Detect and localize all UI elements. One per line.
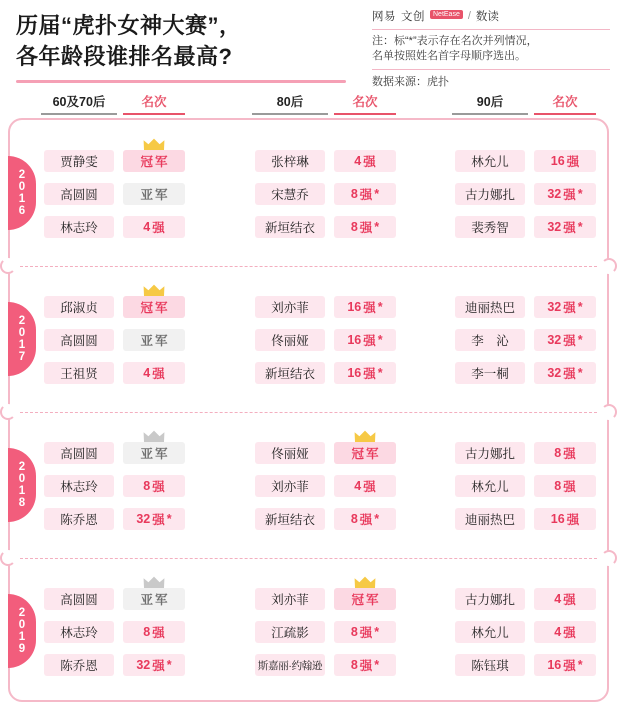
entry-name: 高圆圆 xyxy=(44,329,114,351)
rank-number: 8 xyxy=(350,220,358,234)
rank-unit: 强 xyxy=(359,221,373,235)
entry[interactable] xyxy=(455,183,596,205)
entry-rank xyxy=(334,362,396,384)
rank-unit: 强 xyxy=(363,301,376,315)
table-row xyxy=(10,412,607,558)
rank-unit: 强 xyxy=(359,626,373,640)
entry[interactable] xyxy=(255,216,396,238)
title-line-1: 历届“虎扑女神大赛”， xyxy=(16,13,242,38)
entry[interactable] xyxy=(44,362,185,384)
entry-name: 林志玲 xyxy=(44,621,114,643)
rank-number: 亚 xyxy=(140,334,153,348)
rank-number: 16 xyxy=(550,154,565,168)
entry-rank xyxy=(334,654,396,676)
year-badge-2016 xyxy=(8,156,36,230)
entry[interactable] xyxy=(455,475,596,497)
column-header-rank-2: 名次 xyxy=(534,92,596,115)
rank-unit: 强 xyxy=(563,447,576,461)
rank-unit: 强 xyxy=(359,188,373,202)
entry-name: 李一桐 xyxy=(455,362,525,384)
entry-name: 迪丽热巴 xyxy=(455,508,525,530)
brand-line xyxy=(372,8,610,27)
tie-star-icon: * xyxy=(577,333,583,347)
entry-rank xyxy=(534,362,596,384)
entry[interactable] xyxy=(455,621,596,643)
entry-rank xyxy=(334,475,396,497)
entry-name: 林允儿 xyxy=(455,621,525,643)
tie-star-icon: * xyxy=(374,187,380,201)
tie-star-icon: * xyxy=(577,300,583,314)
entry[interactable] xyxy=(44,508,185,530)
rank-unit: 强 xyxy=(152,659,165,673)
entry-name: 贾静雯 xyxy=(44,150,114,172)
source-rule xyxy=(372,69,610,70)
entry[interactable] xyxy=(455,362,596,384)
rank-unit: 军 xyxy=(155,188,168,202)
rank-unit: 强 xyxy=(152,221,165,235)
footnote-line-2: 名单按照姓名首字母顺序选出。 xyxy=(372,50,526,62)
entry-rank xyxy=(123,183,185,205)
rank-unit: 军 xyxy=(366,593,379,607)
entry-rank xyxy=(123,362,185,384)
rank-unit: 强 xyxy=(363,480,376,494)
rank-unit: 军 xyxy=(155,447,168,461)
entry-rank xyxy=(534,216,596,238)
brand-separator: / xyxy=(467,10,471,22)
entry-rank xyxy=(123,150,185,172)
rank-unit: 军 xyxy=(155,155,168,169)
entry-rank xyxy=(334,150,396,172)
crown-icon xyxy=(143,138,165,151)
rank-number: 16 xyxy=(347,300,362,314)
rank-unit: 强 xyxy=(363,155,376,169)
tie-star-icon: * xyxy=(377,300,383,314)
entry-rank xyxy=(123,654,185,676)
entry-rank xyxy=(123,442,185,464)
crown-icon xyxy=(354,430,376,443)
rank-unit: 强 xyxy=(563,480,576,494)
year-badge-2018 xyxy=(8,448,36,522)
entry-name: 陈乔恩 xyxy=(44,654,114,676)
table-row xyxy=(10,266,607,412)
tie-star-icon: * xyxy=(166,512,172,526)
entry[interactable] xyxy=(455,329,596,351)
entry-rank xyxy=(534,329,596,351)
year-label: 2018 xyxy=(16,461,28,509)
rank-unit: 军 xyxy=(155,334,168,348)
rank-unit: 强 xyxy=(359,513,373,527)
entry-rank xyxy=(334,508,396,530)
header xyxy=(0,0,617,92)
rank-number: 32 xyxy=(547,333,562,347)
entry[interactable] xyxy=(44,296,185,318)
header-right xyxy=(372,8,610,89)
entry[interactable] xyxy=(44,442,185,464)
brand-tag: NetEase xyxy=(430,10,463,19)
year-label: 2019 xyxy=(16,607,28,655)
entry[interactable] xyxy=(455,442,596,464)
rank-unit: 强 xyxy=(152,626,165,640)
entry[interactable] xyxy=(255,362,396,384)
entry[interactable] xyxy=(255,150,396,172)
rank-number: 16 xyxy=(550,512,565,526)
entry[interactable] xyxy=(455,508,596,530)
rank-number: 冠 xyxy=(140,301,153,315)
entry-rank xyxy=(534,183,596,205)
entry-rank xyxy=(334,216,396,238)
entry-rank xyxy=(334,296,396,318)
year-badge-2019 xyxy=(8,594,36,668)
footnote xyxy=(372,34,610,64)
entry-name: 新垣结衣 xyxy=(255,508,325,530)
brand-name: 网易 xyxy=(372,11,396,23)
rank-number: 8 xyxy=(554,446,562,460)
table-row xyxy=(10,558,607,704)
rank-number: 4 xyxy=(554,592,562,606)
entry[interactable] xyxy=(255,508,396,530)
entry[interactable] xyxy=(44,216,185,238)
entry-name: 陈乔恩 xyxy=(44,508,114,530)
rank-number: 32 xyxy=(547,187,562,201)
rank-number: 8 xyxy=(350,625,358,639)
entry-name: 刘亦菲 xyxy=(255,588,325,610)
entry-name: 林允儿 xyxy=(455,150,525,172)
entry-name: 林志玲 xyxy=(44,475,114,497)
rank-unit: 强 xyxy=(152,480,165,494)
rank-number: 8 xyxy=(350,187,358,201)
rank-unit: 军 xyxy=(366,447,379,461)
entry-rank xyxy=(334,183,396,205)
crown-icon xyxy=(143,284,165,297)
entry[interactable] xyxy=(455,216,596,238)
table-row xyxy=(10,120,607,266)
entry-name: 迪丽热巴 xyxy=(455,296,525,318)
entry[interactable] xyxy=(44,588,185,610)
entry-name: 古力娜扎 xyxy=(455,442,525,464)
entry-rank xyxy=(534,654,596,676)
entry-rank xyxy=(334,329,396,351)
entry[interactable] xyxy=(44,475,185,497)
entry-name: 林志玲 xyxy=(44,216,114,238)
results-table xyxy=(8,118,609,702)
rank-number: 8 xyxy=(554,479,562,493)
entry[interactable] xyxy=(255,654,396,676)
rank-number: 4 xyxy=(143,220,151,234)
entry-rank xyxy=(334,621,396,643)
entry-name: 江疏影 xyxy=(255,621,325,643)
entry[interactable] xyxy=(255,588,396,610)
tie-star-icon: * xyxy=(577,187,583,201)
entry[interactable] xyxy=(255,329,396,351)
entry-name: 高圆圆 xyxy=(44,183,114,205)
entry-name: 王祖贤 xyxy=(44,362,114,384)
entry-rank xyxy=(534,442,596,464)
entry-name: 斯嘉丽·约翰逊 xyxy=(255,654,325,676)
rank-number: 8 xyxy=(350,512,358,526)
entry-name: 佟丽娅 xyxy=(255,329,325,351)
rank-unit: 强 xyxy=(152,513,165,527)
entry[interactable] xyxy=(44,621,185,643)
rank-number: 亚 xyxy=(140,447,153,461)
rank-number: 16 xyxy=(547,658,562,672)
entry-rank xyxy=(123,329,185,351)
rank-unit: 强 xyxy=(563,367,576,381)
entry-name: 林允儿 xyxy=(455,475,525,497)
entry[interactable] xyxy=(255,442,396,464)
entry-rank xyxy=(334,442,396,464)
brand-mid: 文创 xyxy=(401,11,425,23)
entry[interactable] xyxy=(255,296,396,318)
rank-number: 4 xyxy=(354,479,362,493)
entry-rank xyxy=(534,508,596,530)
entry-rank xyxy=(534,621,596,643)
rank-unit: 强 xyxy=(563,188,576,202)
rank-number: 32 xyxy=(547,300,562,314)
entry-rank xyxy=(123,216,185,238)
year-label: 2017 xyxy=(16,315,28,363)
page-title xyxy=(16,10,346,72)
rank-unit: 强 xyxy=(363,367,376,381)
column-header-rank-0: 名次 xyxy=(123,92,185,115)
rank-number: 8 xyxy=(143,625,151,639)
tie-star-icon: * xyxy=(577,220,583,234)
tie-star-icon: * xyxy=(374,625,380,639)
crown-icon xyxy=(143,576,165,589)
entry-name: 高圆圆 xyxy=(44,442,114,464)
entry[interactable] xyxy=(44,654,185,676)
rank-number: 32 xyxy=(136,658,151,672)
year-label: 2016 xyxy=(16,169,28,217)
rank-unit: 军 xyxy=(155,593,168,607)
rank-unit: 强 xyxy=(563,659,576,673)
column-header-group-1: 80后 xyxy=(252,92,328,115)
entry-name: 刘亦菲 xyxy=(255,475,325,497)
footnote-line-1: 注：标“*”表示存在名次并列情况， xyxy=(372,35,538,47)
rank-number: 冠 xyxy=(351,447,364,461)
entry-rank xyxy=(534,475,596,497)
entry-rank xyxy=(123,588,185,610)
entry-name: 宋慧乔 xyxy=(255,183,325,205)
crown-icon xyxy=(143,430,165,443)
brand-rule xyxy=(372,29,610,30)
rank-unit: 强 xyxy=(563,301,576,315)
entry[interactable] xyxy=(44,183,185,205)
entry-name: 高圆圆 xyxy=(44,588,114,610)
entry[interactable] xyxy=(255,621,396,643)
entry-rank xyxy=(534,150,596,172)
rank-number: 32 xyxy=(547,366,562,380)
entry[interactable] xyxy=(44,329,185,351)
entry-name: 裴秀智 xyxy=(455,216,525,238)
entry-rank xyxy=(334,588,396,610)
entry-name: 新垣结衣 xyxy=(255,216,325,238)
rank-number: 32 xyxy=(136,512,151,526)
tie-star-icon: * xyxy=(374,512,380,526)
rank-number: 8 xyxy=(350,658,358,672)
tie-star-icon: * xyxy=(374,220,380,234)
crown-icon xyxy=(354,576,376,589)
year-badge-2017 xyxy=(8,302,36,376)
entry-name: 陈钰琪 xyxy=(455,654,525,676)
rank-unit: 军 xyxy=(155,301,168,315)
entry-name: 新垣结衣 xyxy=(255,362,325,384)
entry[interactable] xyxy=(44,150,185,172)
title-underline xyxy=(16,80,346,83)
entry-name: 李 沁 xyxy=(455,329,525,351)
title-line-2: 各年龄段谁排名最高? xyxy=(16,44,233,69)
entry[interactable] xyxy=(455,588,596,610)
column-headers xyxy=(0,92,617,118)
entry-rank xyxy=(534,296,596,318)
rank-number: 16 xyxy=(347,333,362,347)
entry-name: 佟丽娅 xyxy=(255,442,325,464)
rank-unit: 强 xyxy=(363,334,376,348)
tie-star-icon: * xyxy=(577,658,583,672)
entry-rank xyxy=(123,621,185,643)
column-header-group-2: 90后 xyxy=(452,92,528,115)
tie-star-icon: * xyxy=(166,658,172,672)
rank-unit: 强 xyxy=(359,659,373,673)
rank-number: 4 xyxy=(354,154,362,168)
rank-unit: 强 xyxy=(563,593,576,607)
rank-number: 亚 xyxy=(140,188,153,202)
rank-number: 8 xyxy=(143,479,151,493)
tie-star-icon: * xyxy=(377,366,383,380)
entry[interactable] xyxy=(255,475,396,497)
rank-number: 冠 xyxy=(351,593,364,607)
rank-unit: 强 xyxy=(563,626,576,640)
entry[interactable] xyxy=(455,150,596,172)
entry-name: 张梓琳 xyxy=(255,150,325,172)
rank-unit: 强 xyxy=(563,221,576,235)
rank-number: 4 xyxy=(554,625,562,639)
rank-number: 亚 xyxy=(140,593,153,607)
tie-star-icon: * xyxy=(374,658,380,672)
rank-number: 4 xyxy=(143,366,151,380)
entry[interactable] xyxy=(255,183,396,205)
rank-unit: 强 xyxy=(152,367,165,381)
entry-name: 刘亦菲 xyxy=(255,296,325,318)
entry-rank xyxy=(123,296,185,318)
rank-number: 16 xyxy=(347,366,362,380)
rank-number: 冠 xyxy=(140,155,153,169)
rank-unit: 强 xyxy=(563,334,576,348)
column-header-rank-1: 名次 xyxy=(334,92,396,115)
entry-rank xyxy=(123,475,185,497)
brand-sub: 数读 xyxy=(475,11,499,23)
rank-unit: 强 xyxy=(566,155,580,169)
source-label: 数据来源：虎扑 xyxy=(372,76,449,88)
tie-star-icon: * xyxy=(377,333,383,347)
rank-unit: 强 xyxy=(566,513,580,527)
entry-name: 邱淑贞 xyxy=(44,296,114,318)
entry-name: 古力娜扎 xyxy=(455,588,525,610)
column-header-group-0: 60及70后 xyxy=(41,92,117,115)
entry-rank xyxy=(534,588,596,610)
entry[interactable] xyxy=(455,296,596,318)
rank-number: 32 xyxy=(547,220,562,234)
entry-name: 古力娜扎 xyxy=(455,183,525,205)
tie-star-icon: * xyxy=(577,366,583,380)
entry-rank xyxy=(123,508,185,530)
entry[interactable] xyxy=(455,654,596,676)
